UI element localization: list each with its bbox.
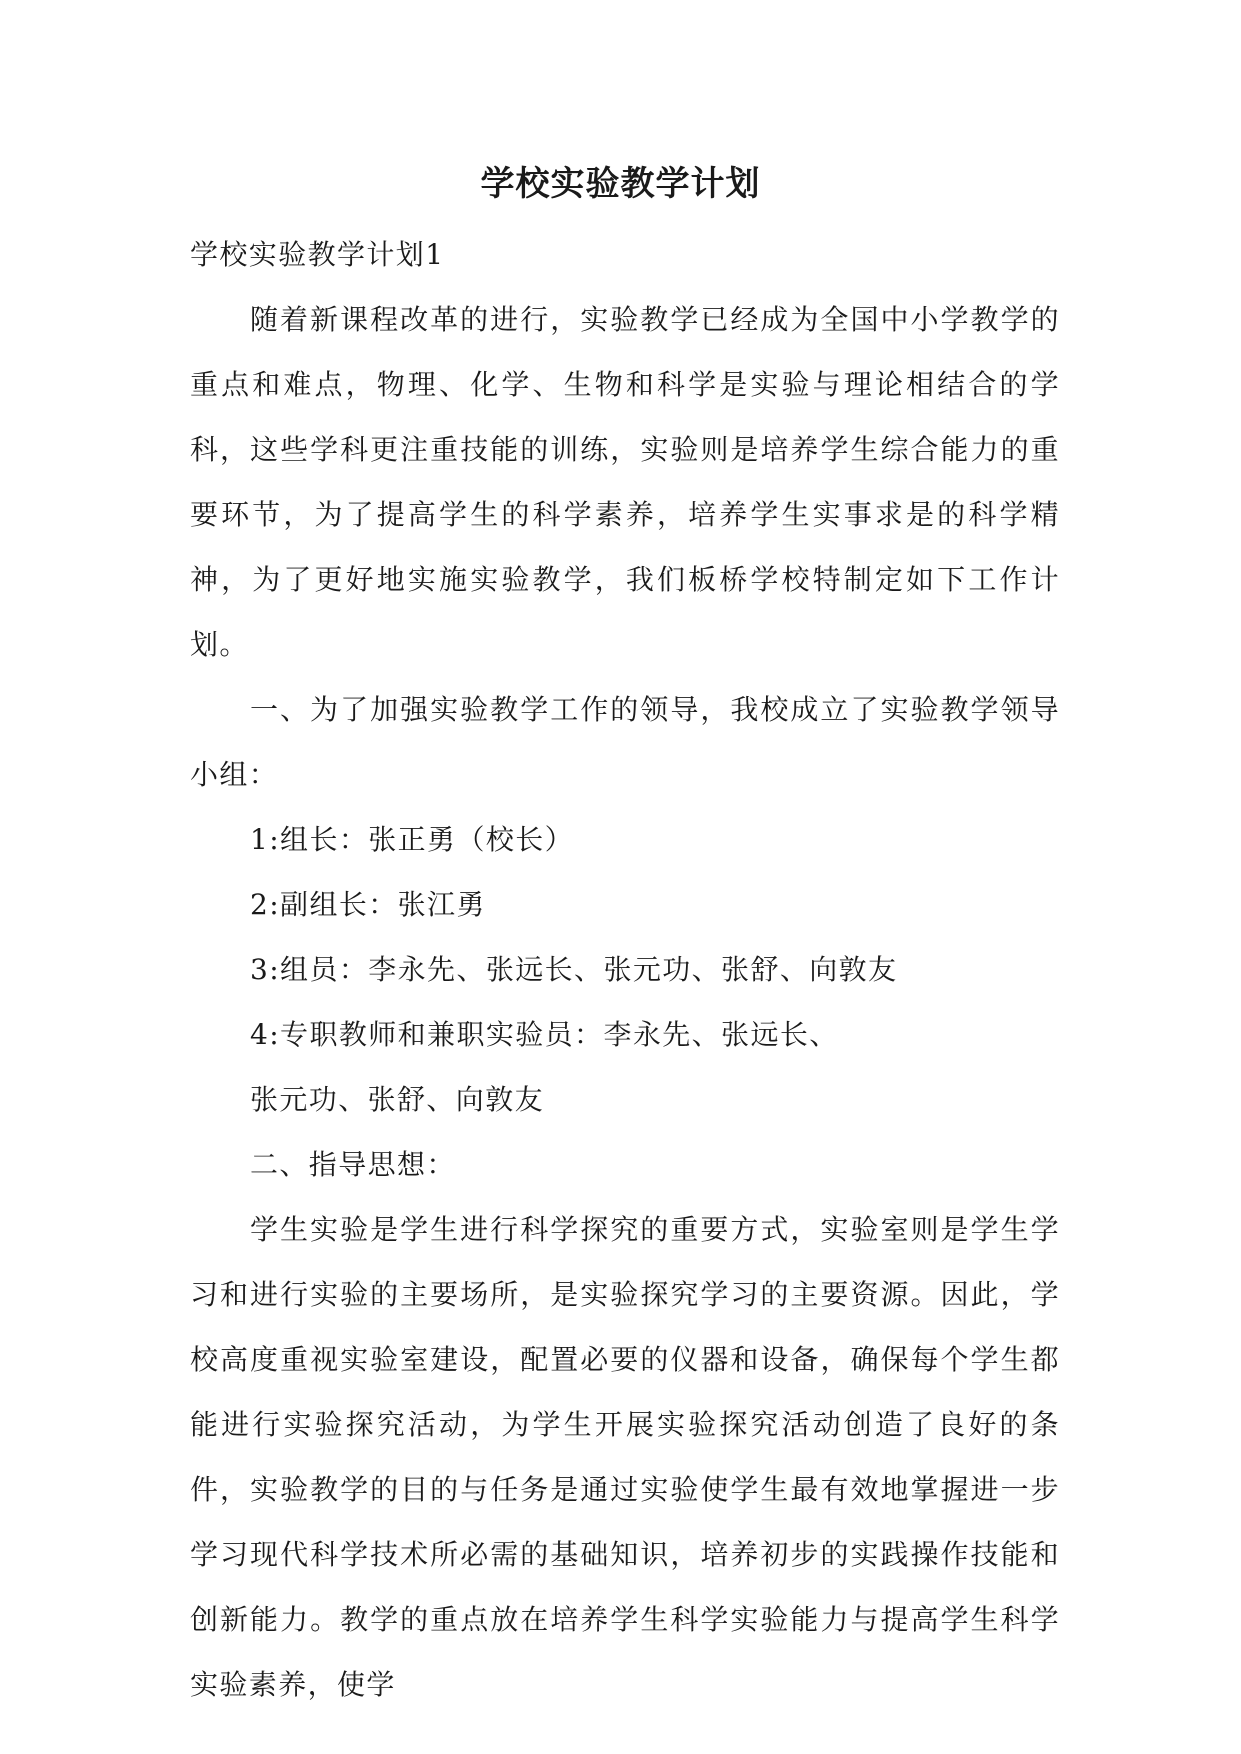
member-line: 3:组员：李永先、张远长、张元功、张舒、向敦友 bbox=[250, 953, 898, 986]
document-body bbox=[190, 222, 1060, 1717]
member-line: 1:组长：张正勇（校长） bbox=[250, 823, 575, 856]
member-line: 4:专职教师和兼职实验员：李永先、张远长、 bbox=[250, 1018, 839, 1051]
document-title: 学校实验教学计划 bbox=[480, 164, 761, 204]
member-line: 2:副组长：张江勇 bbox=[250, 888, 486, 921]
intro-paragraph: 随着新课程改革的进行，实验教学已经成为全国中小学教学的重点和难点，物理、化学、生物和科学是实验与理论相结合的学科，这些学科更注重技能的训练，实验则是培养学生综合能力的重要环节，为了提高学生的科学素养，培养学生实事求是的科学精神，为了更好地实施实验教学，我们板桥学校特制定如下工作计划。 bbox=[190, 303, 1060, 661]
section-subtitle: 学校实验教学计划1 bbox=[190, 238, 445, 271]
member-line: 张元功、张舒、向敦友 bbox=[250, 1083, 545, 1116]
section1-heading: 一、为了加强实验教学工作的领导，我校成立了实验教学领导小组： bbox=[190, 693, 1060, 791]
section2-paragraph: 学生实验是学生进行科学探究的重要方式，实验室则是学生学习和进行实验的主要场所，是实验探究学习的主要资源。因此，学校高度重视实验室建设，配置必要的仪器和设备，确保每个学生都能进行实验探究活动，为学生开展实验探究活动创造了良好的条件，实验教学的目的与任务是通过实验使学生最有效地掌握进一步学习现代科学技术所必需的基础知识，培养初步的实践操作技能和创新能力。教学的重点放在培养学生科学实验能力与提高学生科学实验素养，使学 bbox=[190, 1213, 1060, 1701]
section2-heading: 二、指导思想： bbox=[250, 1148, 456, 1181]
